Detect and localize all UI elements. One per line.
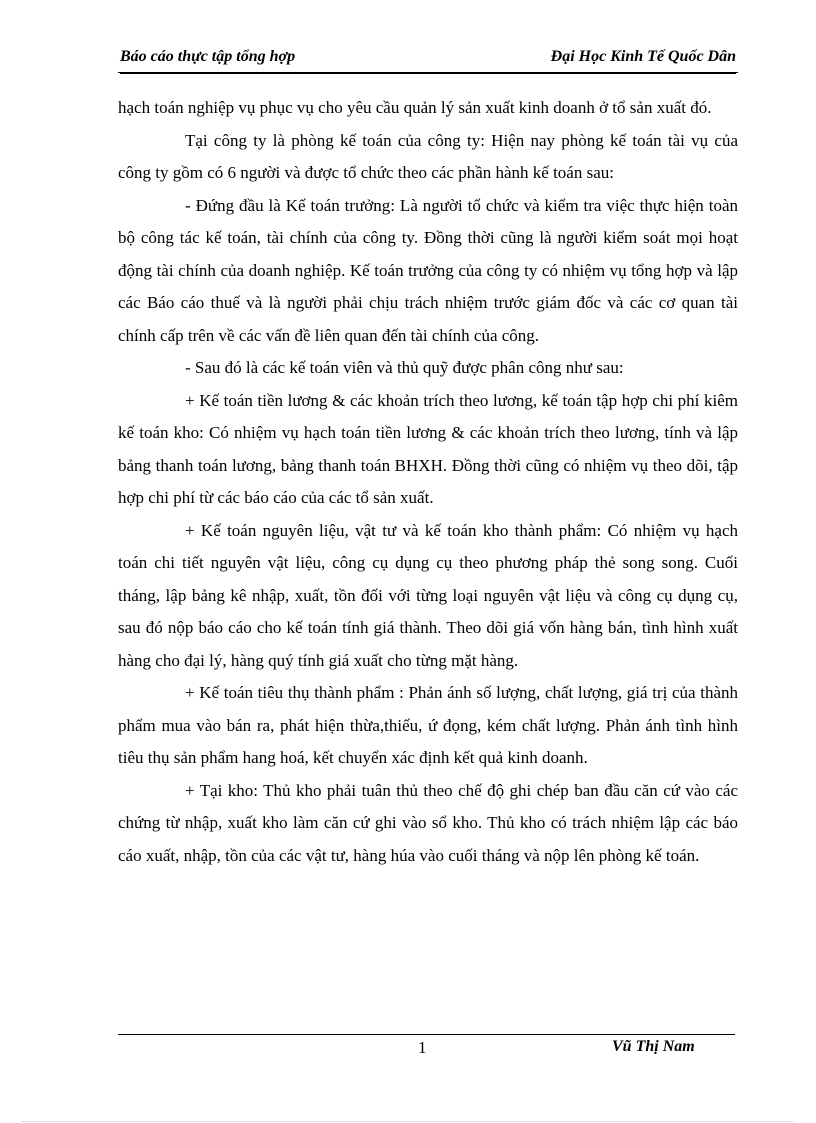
- footer-author: Vũ Thị Nam: [612, 1038, 695, 1055]
- footer-divider: [118, 1034, 735, 1035]
- paragraph-warehouse: + Tại kho: Thủ kho phải tuân thủ theo chế độ ghi chép ban đầu căn cứ vào các chứng từ nhập, xuất kho làm căn cứ ghi vào sổ kho. Thủ kho có trách nhiệm lập các báo cáo xuất, nhập, tồn của các vật tư, hàng húa vào cuối tháng và nộp lên phòng kế toán.: [118, 780, 738, 865]
- header-report-title: Báo cáo thực tập tổng hợp: [120, 48, 296, 65]
- paragraph-payroll-accountant: + Kế toán tiền lương & các khoản trích theo lương, kế toán tập hợp chi phí kiêm kế toán kho: Có nhiệm vụ hạch toán tiền lương & các khoản trích theo lương, tính và lập bảng thanh toán lương, bảng thanh toán BHXH. Đồng thời cũng có nhiệm vụ theo dõi, tập hợp chi phí từ các báo cáo của các tổ sản xuất.: [118, 390, 738, 507]
- paragraph-sales-accountant: + Kế toán tiêu thụ thành phẩm : Phản ánh số lượng, chất lượng, giá trị của thành phẩm mua vào bán ra, phát hiện thừa,thiếu, ứ đọng, kém chất lượng. Phản ánh tình hình tiêu thụ sản phẩm hang hoá, kết chuyển xác định kết quả kinh doanh.: [118, 683, 738, 767]
- page-number: 1: [418, 1038, 427, 1057]
- page-header: [118, 46, 738, 73]
- header-university-name: Đại Học Kinh Tế Quốc Dân: [550, 48, 736, 65]
- paragraph-chief-accountant: - Đứng đầu là Kế toán trưởng: Là người tổ chức và kiểm tra việc thực hiện toàn bộ công tác kế toán, tài chính của công ty. Đồng thời cũng là người kiểm soát mọi hoạt động tài chính của doanh nghiệp. Kế toán trưởng của công ty có nhiệm vụ tổng hợp và lập các Báo cáo thuế và là người phải chịu trách nhiệm trước giám đốc và các cơ quan tài chính cấp trên về các vấn đề liên quan đến tài chính của công.: [118, 195, 738, 345]
- paragraph-continuation: hạch toán nghiệp vụ phục vụ cho yêu cầu quản lý sản xuất kinh doanh ở tổ sản xuất đó.: [118, 98, 712, 117]
- page-edge-divider: [22, 1121, 794, 1122]
- paragraph-materials-accountant: + Kế toán nguyên liệu, vật tư và kế toán kho thành phẩm: Có nhiệm vụ hạch toán chi tiết nguyên vật liệu, công cụ dụng cụ theo phương pháp thẻ song song. Cuối tháng, lập bảng kê nhập, xuất, tồn đối với từng loại nguyên vật liệu và công cụ dụng cụ, sau đó nộp báo cáo cho kế toán tính giá thành. Theo dõi giá vốn hàng bán, tình hình xuất hàng cho đại lý, hàng quý tính giá xuất cho từng mặt hàng.: [118, 520, 738, 670]
- paragraph-accounting-department: Tại công ty là phòng kế toán của công ty: Hiện nay phòng kế toán tài vụ của công ty gồm có 6 người và được tổ chức theo các phần hành kế toán sau:: [118, 130, 738, 182]
- paragraph-accountants-intro: - Sau đó là các kế toán viên và thủ quỹ được phân công như sau:: [185, 358, 624, 377]
- document-body: [118, 92, 738, 872]
